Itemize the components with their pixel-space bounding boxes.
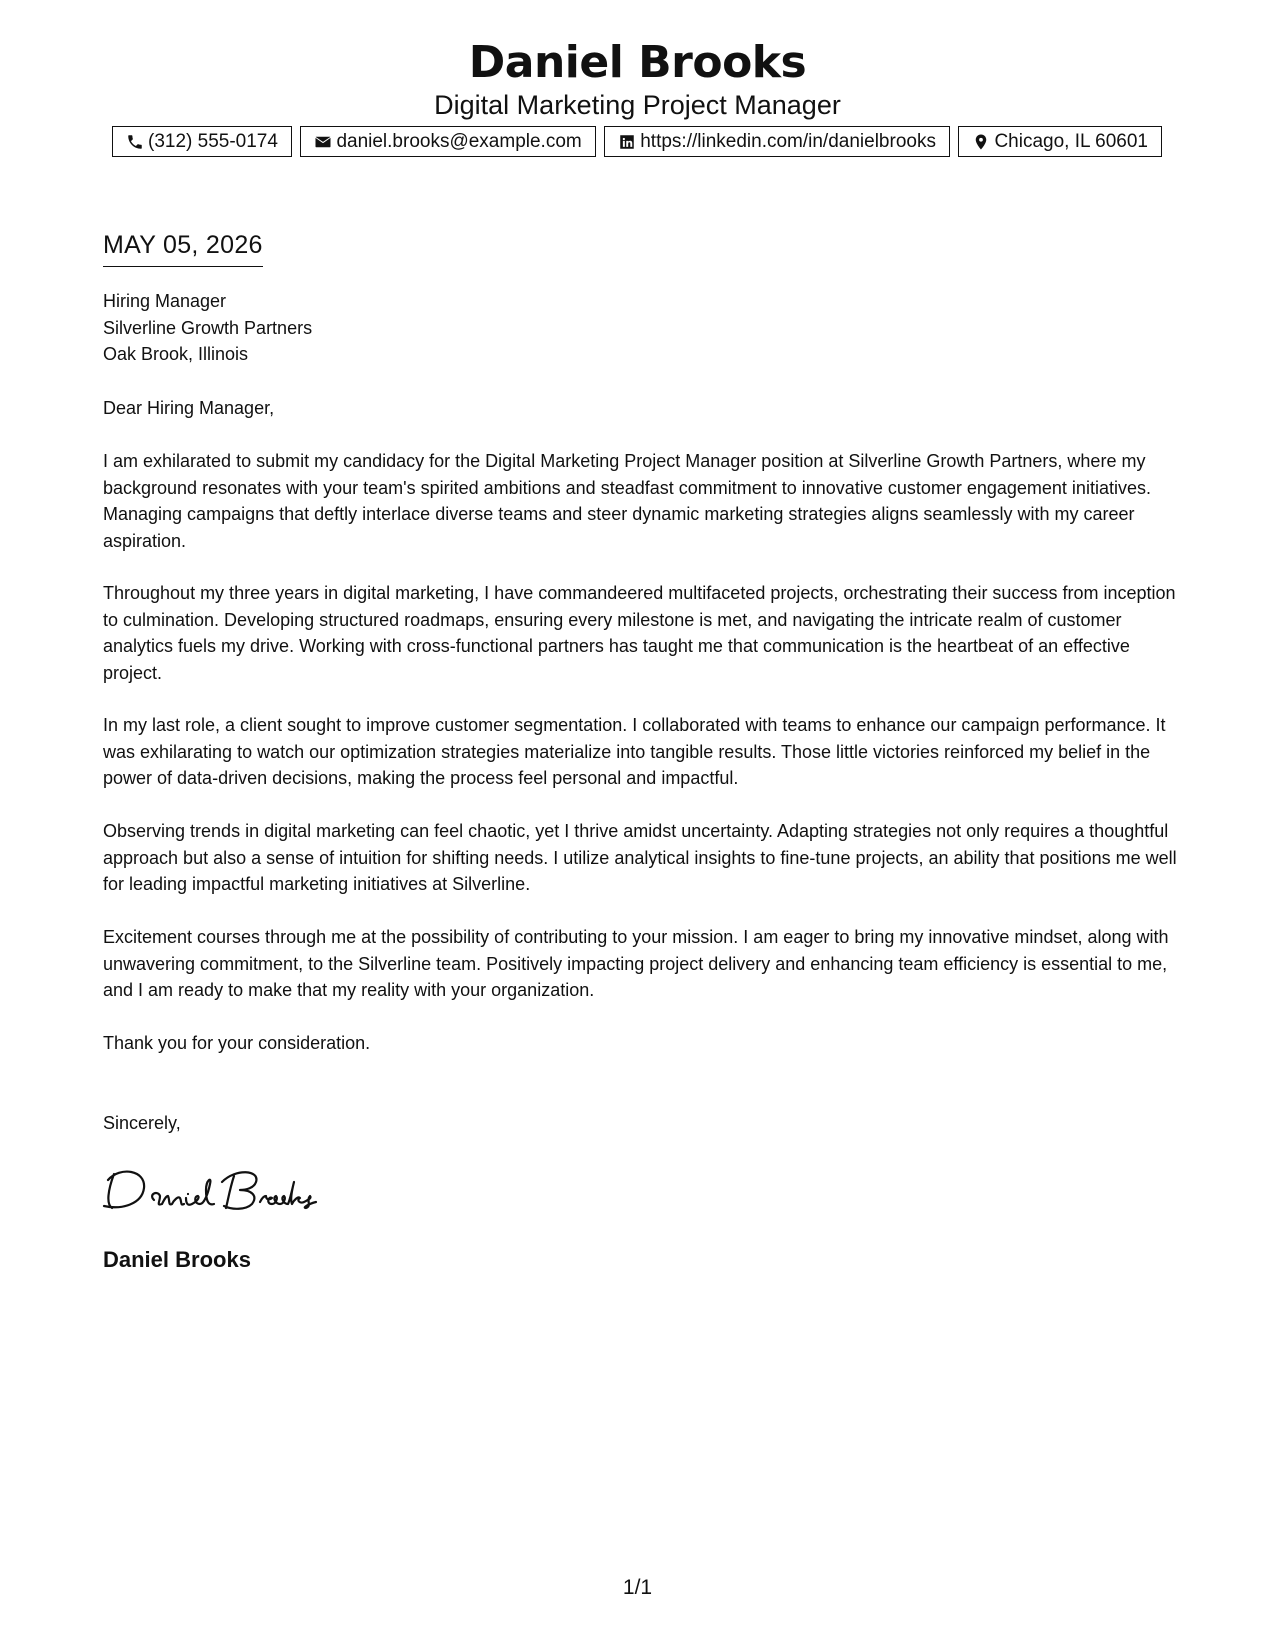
letter-header <box>0 36 1275 120</box>
contact-email-text: daniel.brooks@example.com <box>336 130 582 152</box>
applicant-name: Daniel Brooks <box>468 37 807 88</box>
body-paragraph: Observing trends in digital marketing can feel chaotic, yet I thrive amidst uncertainty. Adapting strategies not only requires a thoughtful approach but also a sense of intuition for shifting needs. I utilize analytical insights to fine-tune projects, an ability that positions me well for leading impactful marketing initiatives at Silverline. <box>103 821 1177 894</box>
contact-phone-text: (312) 555-0174 <box>148 130 278 152</box>
applicant-title: Digital Marketing Project Manager <box>434 90 841 120</box>
body-paragraph: In my last role, a client sought to improve customer segmentation. I collaborated with teams to enhance our campaign performance. It was exhilarating to watch our optimization strategies materialize into tangible results. Those little victories reinforced my belief in the power of data-driven decisions, making the process feel personal and impactful. <box>103 715 1166 788</box>
recipient-block <box>103 288 1183 368</box>
signer-name: Daniel Brooks <box>103 1247 251 1272</box>
thanks-line: Thank you for your consideration. <box>103 1033 371 1053</box>
page-number: 1/1 <box>622 1576 653 1599</box>
envelope-icon <box>314 133 332 151</box>
closing-line: Sincerely, <box>103 1113 181 1133</box>
recipient-line: Oak Brook, Illinois <box>103 344 249 364</box>
salutation: Dear Hiring Manager, <box>103 398 275 418</box>
letter-date: MAY 05, 2026 <box>103 228 263 267</box>
contact-location[interactable] <box>958 126 1162 157</box>
linkedin-icon <box>618 133 636 151</box>
map-marker-icon <box>972 133 990 151</box>
contact-email[interactable] <box>300 126 595 157</box>
handwritten-signature <box>100 1160 330 1220</box>
contact-phone[interactable] <box>112 126 292 157</box>
contact-linkedin-text: https://linkedin.com/in/danielbrooks <box>640 130 936 152</box>
body-paragraph: I am exhilarated to submit my candidacy for the Digital Marketing Project Manager position at Silverline Growth Partners, where my background resonates with your team's spirited ambitions and steadfast commitment to innovative customer engagement initiatives. Managing campaigns that deftly interlace diverse teams and steer dynamic marketing strategies aligns seamlessly with my career aspiration. <box>103 451 1151 551</box>
recipient-line: Silverline Growth Partners <box>103 317 313 338</box>
contact-linkedin[interactable] <box>604 126 950 157</box>
recipient-line: Hiring Manager <box>103 291 227 311</box>
contact-location-text: Chicago, IL 60601 <box>994 130 1148 152</box>
body-paragraph: Throughout my three years in digital marketing, I have commandeered multifaceted projects, orchestrating their success from inception to culmination. Developing structured roadmaps, ensuring every milestone is met, and navigating the intricate realm of customer analytics fuels my drive. Working with cross-functional partners has taught me that communication is the heartbeat of an effective project. <box>103 583 1176 683</box>
body-paragraph: Excitement courses through me at the possibility of contributing to your mission. I am eager to bring my innovative mindset, along with unwavering commitment, to the Silverline team. Positively impacting project delivery and enhancing team efficiency is essential to me, and I am ready to make that my reality with your organization. <box>103 927 1169 1000</box>
contact-bar <box>112 126 1162 157</box>
phone-icon <box>126 133 144 151</box>
